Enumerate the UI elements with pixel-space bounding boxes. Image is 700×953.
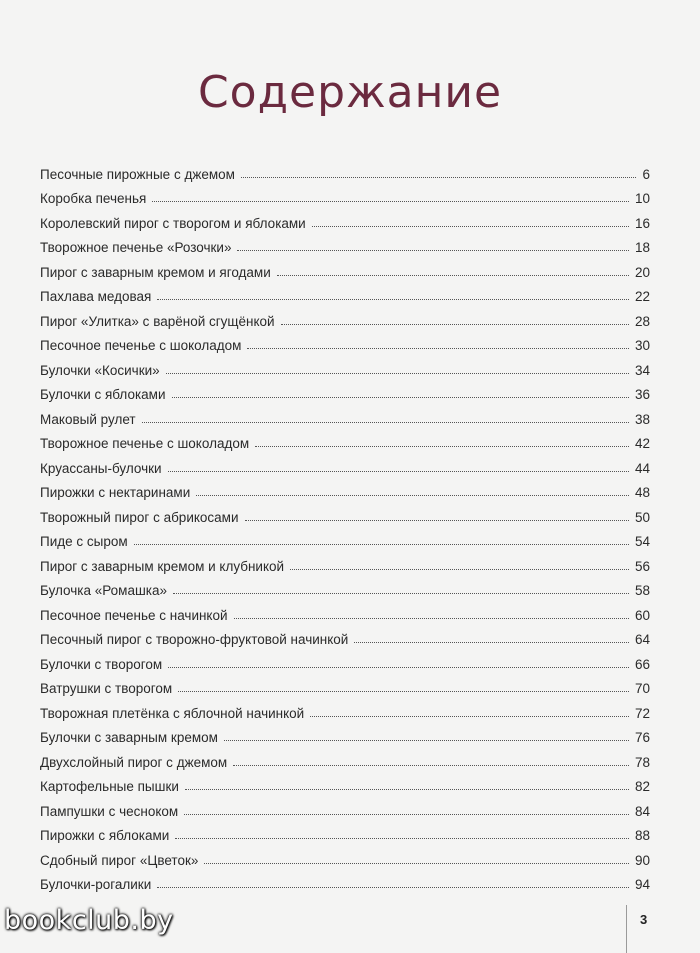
leader-dots	[277, 274, 629, 276]
toc-entry-title: Булочки с заварным кремом	[40, 730, 218, 745]
toc-entry-title: Творожный пирог с абрикосами	[40, 509, 239, 525]
leader-dots	[168, 470, 629, 472]
toc-entry-page: 54	[634, 534, 650, 549]
toc-entry-page: 72	[634, 705, 650, 721]
toc-entry-page: 90	[634, 852, 650, 868]
leader-dots	[134, 543, 629, 545]
leader-dots	[245, 519, 629, 521]
toc-entry-title: Королевский пирог с творогом и яблоками	[40, 215, 306, 231]
toc-entry-title: Творожная плетёнка с яблочной начинкой	[40, 705, 305, 721]
toc-entry-page: 56	[634, 558, 650, 574]
leader-dots	[241, 176, 637, 178]
toc-entry-title: Песочное печенье с шоколадом	[40, 338, 242, 353]
toc-entry-title: Песочный пирог с творожно-фруктовой начинкой	[40, 632, 349, 647]
toc-entry	[40, 794, 650, 819]
toc-entry-page: 18	[634, 240, 650, 255]
toc-entry	[40, 280, 650, 305]
toc-entry-title: Булочки-рогалики	[40, 877, 152, 892]
toc-entry-page: 6	[642, 166, 650, 182]
page-edge-divider	[626, 905, 627, 953]
leader-dots	[173, 592, 629, 594]
page-number: 3	[640, 912, 648, 927]
toc-entry	[40, 770, 650, 795]
toc-entry-title: Песочное печенье с начинкой	[40, 607, 228, 623]
leader-dots	[310, 715, 629, 717]
leader-dots	[224, 739, 629, 741]
toc-entry	[40, 574, 650, 599]
toc-entry-title: Коробка печенья	[40, 191, 147, 206]
leader-dots	[354, 641, 629, 643]
toc-entry-title: Пирожки с яблоками	[40, 828, 170, 843]
leader-dots	[204, 862, 629, 864]
toc-entry-title: Пампушки с чесноком	[40, 803, 179, 819]
toc-entry-page: 20	[634, 264, 650, 280]
toc-entry-title: Пирог с заварным кремом и клубникой	[40, 558, 285, 574]
toc-entry	[40, 402, 650, 427]
leader-dots	[233, 764, 629, 766]
leader-dots	[312, 225, 629, 227]
toc-entry-title: Пиде с сыром	[40, 534, 128, 549]
toc-entry	[40, 745, 650, 770]
toc-entry	[40, 304, 650, 329]
toc-entry-page: 48	[634, 485, 650, 500]
toc-entry-page: 76	[634, 730, 650, 745]
leader-dots	[142, 421, 629, 423]
toc-entry-title: Булочки с творогом	[40, 656, 163, 672]
leader-dots	[175, 837, 629, 839]
leader-dots	[152, 200, 629, 202]
toc-entry-title: Булочки с яблоками	[40, 387, 166, 402]
toc-entry-page: 10	[634, 191, 650, 206]
toc-entry-page: 50	[634, 509, 650, 525]
leader-dots	[290, 568, 629, 570]
toc-entry-title: Пирожки с нектаринами	[40, 485, 191, 500]
toc-entry-page: 84	[634, 803, 650, 819]
toc-entry	[40, 819, 650, 844]
toc-entry	[40, 157, 650, 182]
toc-entry	[40, 549, 650, 574]
toc-entry	[40, 623, 650, 648]
toc-entry-page: 82	[634, 779, 650, 794]
toc-entry-title: Пахлава медовая	[40, 289, 152, 304]
toc-entry	[40, 353, 650, 378]
toc-entry-page: 44	[634, 460, 650, 476]
leader-dots	[196, 494, 629, 496]
toc-entry	[40, 868, 650, 893]
toc-entry-page: 66	[634, 656, 650, 672]
toc-entry	[40, 598, 650, 623]
toc-entry-page: 16	[634, 215, 650, 231]
toc-entry	[40, 500, 650, 525]
page-title: Содержание	[197, 67, 503, 119]
toc-entry-title: Пирог с заварным кремом и ягодами	[40, 264, 271, 280]
toc-entry-page: 70	[634, 681, 650, 696]
toc-entry	[40, 427, 650, 452]
leader-dots	[281, 323, 629, 325]
toc-entry	[40, 525, 650, 550]
toc-entry	[40, 378, 650, 403]
toc-entry-title: Булочка «Ромашка»	[40, 583, 168, 598]
leader-dots	[178, 690, 629, 692]
toc-entry-page: 94	[634, 877, 650, 892]
toc-entry-title: Картофельные пышки	[40, 779, 179, 794]
toc-entry-title: Двухслойный пирог с джемом	[40, 754, 228, 770]
toc-entry-title: Круассаны-булочки	[40, 460, 162, 476]
toc-entry-page: 78	[634, 754, 650, 770]
toc-entry-page: 36	[634, 387, 650, 402]
toc-entry	[40, 721, 650, 746]
leader-dots	[172, 396, 629, 398]
toc-entry-page: 34	[634, 362, 650, 378]
leader-dots	[234, 617, 629, 619]
leader-dots	[237, 249, 628, 251]
leader-dots	[168, 666, 629, 668]
toc-entry-page: 58	[634, 583, 650, 598]
toc-entry-page: 42	[634, 436, 650, 451]
toc-entry-page: 22	[634, 289, 650, 304]
toc-entry-title: Маковый рулет	[40, 411, 136, 427]
toc-entry-title: Булочки «Косички»	[40, 362, 160, 378]
leader-dots	[247, 347, 629, 349]
toc-entry	[40, 647, 650, 672]
toc-entry	[40, 255, 650, 280]
toc-entry-page: 64	[634, 632, 650, 647]
toc-entry-page: 88	[634, 828, 650, 843]
toc-entry-page: 28	[634, 313, 650, 329]
leader-dots	[157, 886, 629, 888]
leader-dots	[255, 445, 629, 447]
toc-entry	[40, 672, 650, 697]
table-of-contents	[40, 157, 650, 892]
leader-dots	[185, 788, 629, 790]
leader-dots	[184, 813, 629, 815]
toc-entry	[40, 696, 650, 721]
toc-entry-title: Творожное печенье с шоколадом	[40, 436, 250, 451]
toc-entry-title: Песочные пирожные с джемом	[40, 166, 235, 182]
watermark: bookclub.by	[4, 905, 174, 936]
toc-entry	[40, 843, 650, 868]
toc-entry	[40, 329, 650, 354]
toc-entry	[40, 182, 650, 207]
toc-entry	[40, 206, 650, 231]
toc-entry-page: 30	[634, 338, 650, 353]
toc-entry-title: Сдобный пирог «Цветок»	[40, 852, 199, 868]
toc-entry	[40, 231, 650, 256]
toc-entry-title: Творожное печенье «Розочки»	[40, 240, 232, 255]
leader-dots	[166, 372, 629, 374]
leader-dots	[157, 298, 629, 300]
toc-entry-page: 38	[634, 411, 650, 427]
toc-entry-title: Ватрушки с творогом	[40, 681, 173, 696]
toc-entry	[40, 451, 650, 476]
toc-entry-title: Пирог «Улитка» с варёной сгущёнкой	[40, 313, 275, 329]
toc-entry	[40, 476, 650, 501]
toc-entry-page: 60	[634, 607, 650, 623]
